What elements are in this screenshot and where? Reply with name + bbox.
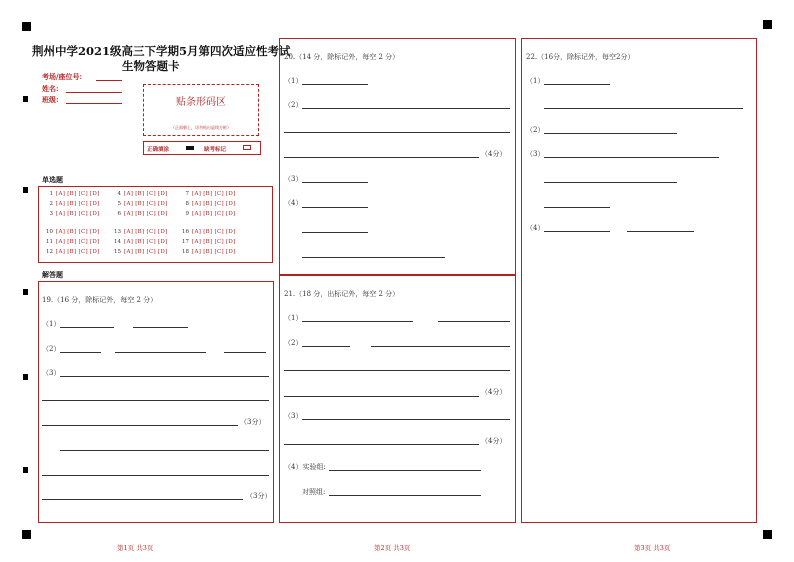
q20-answer-line[interactable] [302, 207, 368, 208]
q20-answer-line[interactable] [302, 84, 368, 85]
choice-options[interactable]: [A] [B] [C] [D] [124, 201, 168, 207]
q21-answer-line[interactable] [371, 346, 510, 347]
choice-number: 6 [117, 211, 121, 217]
choice-number: 8 [185, 201, 189, 207]
choice-number: 1 [49, 191, 53, 197]
corner-mark-bottom-left [22, 530, 31, 539]
corner-mark-top-right [763, 20, 772, 29]
answer-heading: 解答题 [42, 270, 63, 279]
timing-mark [23, 289, 28, 295]
q21-part1: （1） [284, 314, 303, 322]
choice-options[interactable]: [A] [B] [C] [D] [124, 249, 168, 255]
q20-part1: （1） [284, 77, 303, 85]
class-label: 班级: [42, 95, 59, 104]
choice-number: 17 [182, 239, 189, 245]
choice-question[interactable] [43, 249, 100, 256]
q22-part4: （4） [526, 224, 545, 232]
choice-options[interactable]: [A] [B] [C] [D] [192, 191, 236, 197]
choice-question[interactable] [43, 211, 100, 218]
barcode-note: （正面朝上，切勿贴出虚线方框） [171, 125, 231, 130]
fill-legend [143, 141, 261, 155]
q20-answer-line[interactable] [302, 108, 510, 109]
choice-question[interactable] [43, 201, 100, 208]
q19-answer-line[interactable] [42, 475, 269, 476]
missing-mark-label: 缺考标记 [204, 147, 227, 153]
choice-number: 14 [114, 239, 121, 245]
choice-options[interactable]: [A] [B] [C] [D] [192, 239, 236, 245]
choice-question[interactable] [111, 201, 168, 208]
choice-number: 7 [185, 191, 189, 197]
q21-answer-line[interactable] [302, 321, 413, 322]
choice-number: 4 [117, 191, 121, 197]
name-field[interactable] [66, 92, 122, 93]
choice-options[interactable]: [A] [B] [C] [D] [56, 201, 100, 207]
choice-options[interactable]: [A] [B] [C] [D] [124, 191, 168, 197]
choice-number: 18 [182, 249, 189, 255]
page-title: 荆州中学2021级高三下学期5月第四次适应性考试 [32, 44, 291, 58]
q20-header: 20.（14 分，除标记外，每空 2 分） [284, 53, 400, 61]
q19-header: 19.（16 分，除标记外，每空 2 分） [42, 296, 158, 304]
q21-part3: （3） [284, 412, 303, 420]
corner-mark-bottom-right [763, 530, 772, 539]
choice-number: 2 [49, 201, 53, 207]
choice-question[interactable] [111, 239, 168, 246]
q20-part3: （3） [284, 175, 303, 183]
q19-answer-line[interactable] [115, 352, 206, 353]
q21-answer-line[interactable] [284, 396, 479, 397]
correct-fill-sample [186, 146, 194, 150]
timing-mark [23, 374, 28, 380]
q21-answer-line[interactable] [302, 346, 350, 347]
q22-part1: （1） [526, 77, 545, 85]
choice-question[interactable] [43, 191, 100, 198]
choice-question[interactable] [179, 229, 236, 236]
barcode-area [143, 84, 259, 136]
q21-control-label: 对照组: [302, 488, 326, 496]
timing-mark [23, 187, 28, 193]
class-field[interactable] [66, 103, 122, 104]
choice-number: 11 [46, 239, 53, 245]
choice-question[interactable] [111, 191, 168, 198]
choice-number: 15 [114, 249, 121, 255]
choice-question[interactable] [111, 211, 168, 218]
single-choice-heading: 单选题 [42, 175, 63, 184]
q20-answer-line[interactable] [284, 132, 510, 133]
corner-mark-top-left [22, 22, 31, 31]
choice-options[interactable]: [A] [B] [C] [D] [56, 191, 100, 197]
q20-part4: （4） [284, 199, 303, 207]
q19-score1: （3分） [240, 418, 266, 426]
choice-options[interactable]: [A] [B] [C] [D] [56, 229, 100, 235]
q19-answer-line[interactable] [60, 450, 269, 451]
choice-options[interactable]: [A] [B] [C] [D] [192, 211, 236, 217]
name-label: 姓名: [42, 84, 59, 93]
q19-part1: （1） [42, 320, 61, 328]
q19-answer-line[interactable] [224, 352, 266, 353]
choice-number: 9 [185, 211, 189, 217]
q19-part2: （2） [42, 345, 61, 353]
q20-answer-line[interactable] [284, 157, 479, 158]
exam-seat-field[interactable] [96, 80, 122, 81]
timing-mark [23, 467, 28, 473]
page-number-2: 第2页 共3页 [374, 544, 411, 552]
q22-answer-line[interactable] [544, 157, 719, 158]
choice-number: 16 [182, 229, 189, 235]
choice-options[interactable]: [A] [B] [C] [D] [124, 211, 168, 217]
q21-answer-line[interactable] [302, 419, 510, 420]
choice-question[interactable] [179, 201, 236, 208]
page-number-3: 第3页 共3页 [634, 544, 671, 552]
q21-answer-line[interactable] [438, 321, 510, 322]
q21-answer-line[interactable] [329, 495, 481, 496]
q21-header: 21.（18 分，出标记外，每空 2 分） [284, 290, 400, 298]
q21-part2: （2） [284, 339, 303, 347]
page-subtitle: 生物答题卡 [122, 59, 180, 73]
q22-answer-line[interactable] [544, 207, 610, 208]
q20-answer-line[interactable] [302, 182, 368, 183]
q22-part3: （3） [526, 150, 545, 158]
q20-score: （4分） [481, 150, 507, 158]
q22-answer-line[interactable] [544, 231, 610, 232]
q19-part3: （3） [42, 369, 61, 377]
q19-answer-line[interactable] [60, 376, 269, 377]
q21-answer-line[interactable] [329, 470, 481, 471]
q22-answer-line[interactable] [544, 182, 677, 183]
q22-answer-line[interactable] [544, 133, 677, 134]
choice-options[interactable]: [A] [B] [C] [D] [192, 229, 236, 235]
q22-answer-line[interactable] [544, 84, 610, 85]
q21-score1: （4分） [481, 388, 507, 396]
choice-options[interactable]: [A] [B] [C] [D] [192, 249, 236, 255]
q21-score2: （4分） [481, 437, 507, 445]
choice-question[interactable] [43, 239, 100, 246]
choice-options[interactable]: [A] [B] [C] [D] [124, 239, 168, 245]
q22-box [521, 38, 757, 523]
q21-box [279, 275, 516, 523]
missing-mark-checkbox[interactable] [243, 145, 251, 150]
choice-question[interactable] [179, 211, 236, 218]
q19-answer-line[interactable] [42, 400, 269, 401]
q19-answer-line[interactable] [60, 327, 114, 328]
q20-answer-line[interactable] [302, 257, 445, 258]
single-choice-box [38, 186, 273, 263]
choice-question[interactable] [43, 229, 100, 236]
q19-answer-line[interactable] [133, 327, 188, 328]
choice-question[interactable] [111, 229, 168, 236]
q21-part4: （4）实验组: [284, 463, 326, 471]
choice-options[interactable]: [A] [B] [C] [D] [56, 211, 100, 217]
choice-options[interactable]: [A] [B] [C] [D] [124, 229, 168, 235]
q22-part2: （2） [526, 126, 545, 134]
choice-number: 5 [117, 201, 121, 207]
correct-fill-label: 正确填涂 [147, 147, 170, 153]
q21-answer-line[interactable] [284, 370, 510, 371]
choice-options[interactable]: [A] [B] [C] [D] [192, 201, 236, 207]
q22-answer-line[interactable] [627, 231, 694, 232]
choice-number: 10 [46, 229, 53, 235]
choice-question[interactable] [179, 239, 236, 246]
exam-seat-label: 考场/座位号: [42, 72, 83, 81]
q20-part2: （2） [284, 101, 303, 109]
q20-answer-line[interactable] [302, 232, 368, 233]
choice-number: 13 [114, 229, 121, 235]
timing-mark [23, 96, 28, 102]
choice-number: 12 [46, 249, 53, 255]
q22-answer-line[interactable] [544, 108, 743, 109]
q19-answer-line[interactable] [42, 425, 238, 426]
q21-answer-line[interactable] [284, 444, 479, 445]
q19-answer-line[interactable] [42, 499, 243, 500]
choice-number: 3 [49, 211, 53, 217]
choice-question[interactable] [179, 191, 236, 198]
q19-box [38, 281, 274, 523]
q19-score2: （3分） [246, 492, 272, 500]
q19-answer-line[interactable] [60, 352, 101, 353]
choice-options[interactable]: [A] [B] [C] [D] [56, 249, 100, 255]
barcode-title: 贴条形码区 [176, 97, 226, 108]
choice-options[interactable]: [A] [B] [C] [D] [56, 239, 100, 245]
q22-header: 22.（16分，除标记外，每空2分） [526, 53, 635, 61]
choice-question[interactable] [111, 249, 168, 256]
choice-question[interactable] [179, 249, 236, 256]
page-number-1: 第1页 共3页 [117, 544, 154, 552]
